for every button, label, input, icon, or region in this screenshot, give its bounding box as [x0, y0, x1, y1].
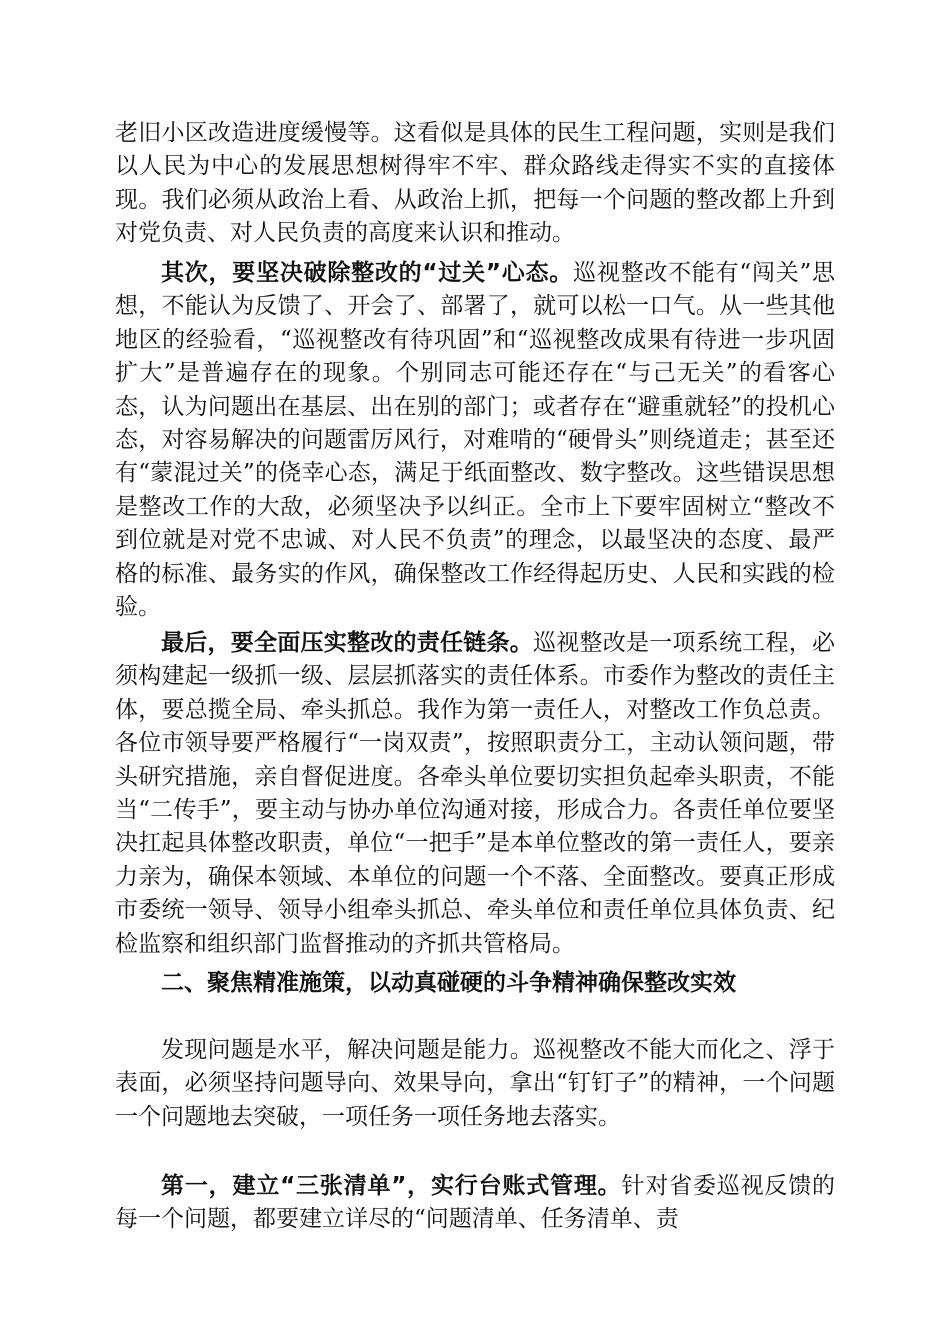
paragraph-5	[115, 1170, 835, 1237]
paragraph-1	[115, 117, 835, 251]
paragraph-2-text: 巡视整改不能有“闯关”思想，不能认为反馈了、开会了、部署了，就可以松一口气。从一些其他地区的经验看，“巡视整改有待巩固”和“巡视整改成果有待进一步巩固扩大”是普遍存在的现象。个别同志可能还存在“与己无关”的看客心态，认为问题出在基层、出在别的部门；或者存在“避重就轻”的投机心态，对容易解决的问题雷厉风行，对难啃的“硬骨头”则绕道走；甚至还有“蒙混过关”的侥幸心态，满足于纸面整改、数字整改。这些错误思想是整改工作的大敌，必须坚决予以纠正。全市上下要牢固树立“整改不到位就是对党不忠诚、对人民不负责”的理念，以最坚决的态度、最严格的标准、最务实的作风，确保整改工作经得起历史、人民和实践的检验。	[115, 260, 835, 621]
paragraph-5-lead: 第一，建立“三张清单”，实行台账式管理。	[161, 1173, 622, 1199]
section-heading-2: 二、聚焦精准施策，以动真碰硬的斗争精神确保整改实效	[161, 970, 736, 996]
paragraph-3	[115, 627, 835, 961]
paragraph-2-lead: 其次，要坚决破除整改的“过关”心态。	[161, 260, 574, 286]
paragraph-1-text: 老旧小区改造进度缓慢等。这看似是具体的民生工程问题，实则是我们以人民为中心的发展思想树得牢不牢、群众路线走得实不实的直接体现。我们必须从政治上看、从政治上抓，把每一个问题的整改都上升到对党负责、对人民负责的高度来认识和推动。	[115, 120, 835, 247]
paragraph-4-text: 发现问题是水平，解决问题是能力。巡视整改不能大而化之、浮于表面，必须坚持问题导向、效果导向，拿出“钉钉子”的精神，一个问题一个问题地去突破，一项任务一项任务地去落实。	[115, 1037, 835, 1130]
paragraph-2	[115, 257, 835, 624]
paragraph-5-text: 针对省委巡视反馈的每一个问题，都要建立详尽的“问题清单、任务清单、责	[115, 1173, 836, 1233]
paragraph-3-lead: 最后，要全面压实整改的责任链条。	[161, 630, 533, 656]
paragraph-4	[115, 1034, 835, 1134]
paragraph-3-text: 巡视整改是一项系统工程，必须构建起一级抓一级、层层抓落实的责任体系。市委作为整改的责任主体，要总揽全局、牵头抓总。我作为第一责任人，对整改工作负总责。各位市领导要严格履行“一岗双责”，按照职责分工，主动认领问题，带头研究措施，亲自督促进度。各牵头单位要切实担负起牵头职责，不能当“二传手”，要主动与协办单位沟通对接，形成合力。各责任单位要坚决扛起具体整改职责，单位“一把手”是本单位整改的第一责任人，要亲力亲为，确保本领域、本单位的问题一个不落、全面整改。要真正形成市委统一领导、领导小组牵头抓总、牵头单位和责任单位具体负责、纪检监察和组织部门监督推动的齐抓共管格局。	[115, 630, 835, 957]
